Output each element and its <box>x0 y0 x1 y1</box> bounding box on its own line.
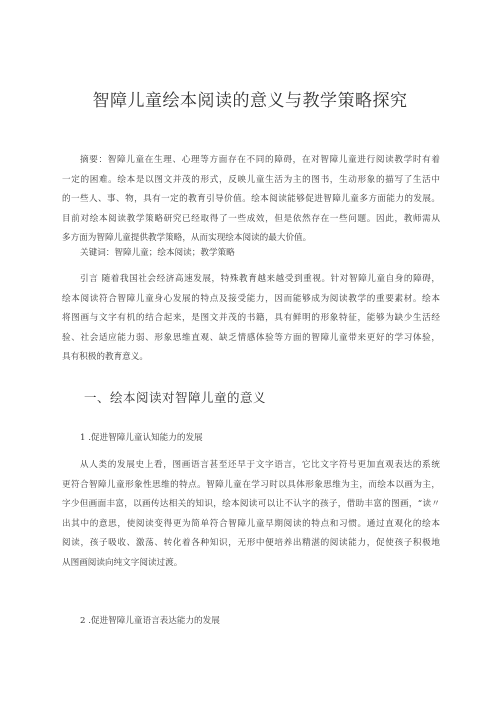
subsection-heading: 2 .促进智障儿童语言表达能力的发展 <box>80 616 220 626</box>
intro-line: 引言 随着我国社会经济高速发展，特殊教育越来越受到重视。针对智障儿童自身的障碍， <box>80 274 440 284</box>
body-line: 阅读，孩子吸收、激荡、转化着各种知识，无形中便培养出精湛的阅读能力，促使孩子积极地 <box>62 538 440 548</box>
body-line: 字少但画面丰富，以画传达相关的知识，绘本阅读可以让不认字的孩子，借助丰富的图画，“读〃 <box>62 499 440 509</box>
abstract-paragraph <box>62 151 440 249</box>
abstract-line: 一定的困难。绘本是以图文并茂的形式，反映儿童生活为主的图书，生动形象的描写了生活中 <box>62 174 440 185</box>
intro-paragraph <box>62 270 440 368</box>
abstract-line: 多方面为智障儿童提供教学策略，从而实现绘本阅读的最大价值。 <box>62 233 312 243</box>
body-line: 更符合智障儿童形象性思维的特点。智障儿童在学习时以具体形象思维为主，而绘本以画为主， <box>62 479 440 490</box>
document-title: 智障儿童绘本阅读的意义与教学策略探究 <box>92 91 408 111</box>
intro-line: 验、社会适应能力弱、形象思维直观、缺乏情感体验等方面的智障儿童带来更好的学习体验， <box>62 332 440 343</box>
body-line: 从人类的发展史上看，图画语言甚至还早于文字语言，它比文字符号更加直观表达的系统 <box>80 460 440 470</box>
intro-line: 将图画与文字有机的结合起来，是图文并茂的书籍，具有鲜明的形象特征，能够为缺少生活经 <box>62 313 440 323</box>
abstract-line: 的一些人、事、物，具有一定的教育引导价值。绘本阅读能够促进智障儿童多方面能力的发展。 <box>62 194 440 204</box>
keywords: 关键词：智障儿童；绘本阅读；教学策略 <box>80 248 235 258</box>
abstract-line: 目前对绘本阅读教学策略研究已经取得了一些成效，但是依然存在一些问题。因此，教师需从 <box>62 213 440 224</box>
section-heading: 一、绘本阅读对智障儿童的意义 <box>84 390 267 405</box>
subsection-heading: 1 .促进智障儿童认知能力的发展 <box>80 433 203 443</box>
intro-line: 具有积极的教育意义。 <box>62 352 148 362</box>
subsection-paragraph <box>62 456 440 573</box>
intro-line: 绘本阅读符合智障儿童身心发展的特点及接受能力，因而能够成为阅读教学的重要素材。绘本 <box>62 293 440 304</box>
body-line: 从图画阅读向纯文字阅读过渡。 <box>62 557 183 568</box>
abstract-line: 摘要：智障儿童在生理、心理等方面存在不同的障碍，在对智障儿童进行阅读教学时有着 <box>80 155 440 165</box>
body-line: 出其中的意思，使阅读变得更为简单符合智障儿童早期阅读的特点和习惯。通过直观化的绘本 <box>62 518 440 529</box>
